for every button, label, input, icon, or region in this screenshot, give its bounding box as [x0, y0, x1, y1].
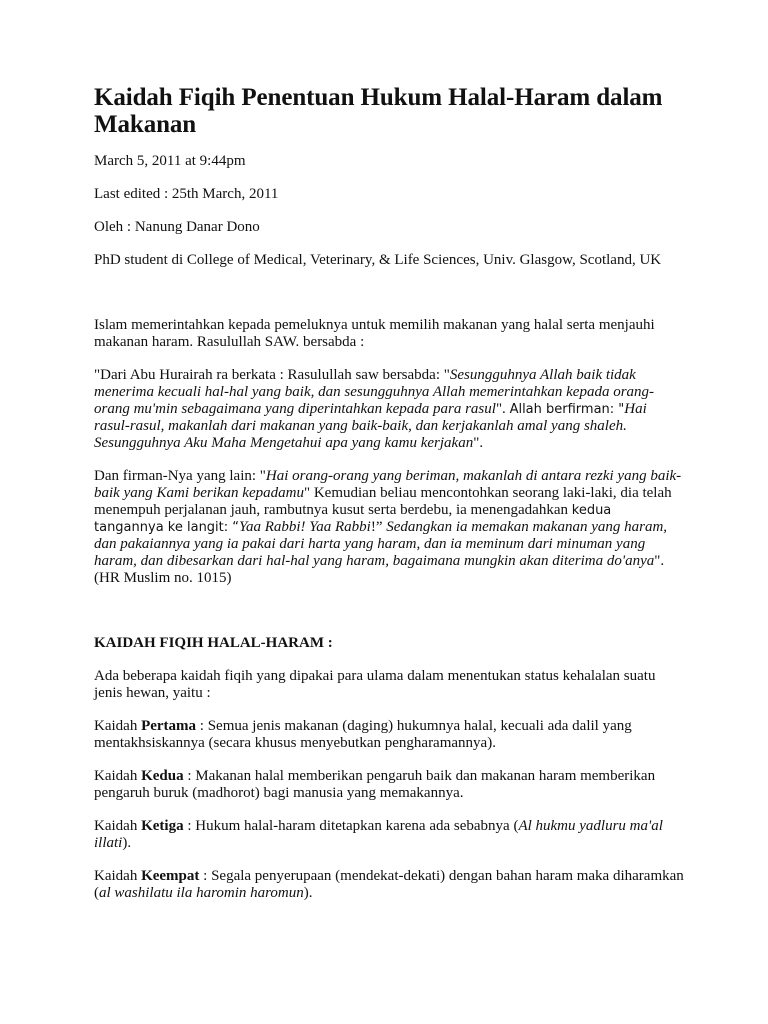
- hadith2-opening: Dan firman-Nya yang lain: ": [94, 468, 266, 484]
- rule-text: : Semua jenis makanan (daging) hukumnya halal, kecuali ada dalil yang mentakhsiskannya (secara khusus menyebutkan pengharamannya).: [94, 718, 632, 751]
- rule-item: [94, 718, 684, 752]
- hadith1-firman: Allah berfirman: ": [509, 402, 625, 417]
- hadith1-end: ".: [473, 435, 484, 451]
- article-meta: [94, 153, 684, 269]
- post-date: March 5, 2011 at 9:44pm: [94, 153, 246, 169]
- rule-prefix: Kaidah: [94, 768, 142, 784]
- rule-text: : Segala penyerupaan (mendekat-dekati) dengan bahan haram maka diharamkan (: [94, 868, 684, 901]
- spacer: [94, 285, 684, 317]
- rule-suffix: ).: [303, 885, 313, 901]
- hadith2-ayat: Hai orang-orang yang beriman, makanlah di antara rezki yang baik-baik yang Kami berikan kepadamu: [94, 468, 682, 501]
- rule-arabic-term: Al hukmu yadluru ma'al illati: [94, 818, 663, 851]
- rule-prefix: Kaidah: [94, 818, 142, 834]
- rule-ordinal: Pertama: [141, 718, 197, 734]
- intro-paragraph: Islam memerintahkan kepada pemeluknya untuk memilih makanan yang halal serta menjauhi makanan haram. Rasulullah SAW. bersabda :: [94, 317, 655, 350]
- rule-text: : Hukum halal-haram ditetapkan karena ada sebabnya (: [183, 818, 519, 834]
- rule-ordinal: Keempat: [141, 868, 200, 884]
- hadith-paragraph-2: [94, 468, 684, 587]
- rule-prefix: Kaidah: [94, 868, 142, 884]
- rule-suffix: ).: [122, 835, 132, 851]
- author-line: Oleh : Nanung Danar Dono: [94, 219, 260, 235]
- hadith1-opening: "Dari Abu Hurairah ra berkata : Rasulullah saw bersabda: ": [94, 367, 450, 383]
- hadith1-close: ".: [495, 401, 510, 417]
- rule-item: [94, 868, 684, 902]
- author-affiliation: PhD student di College of Medical, Veterinary, & Life Sciences, Univ. Glasgow, Scotland, UK: [94, 252, 662, 268]
- rule-ordinal: Kedua: [141, 768, 184, 784]
- hadith2-prayer: Yaa Rabbi! Yaa Rabbi: [239, 519, 371, 535]
- last-edited: Last edited : 25th March, 2011: [94, 186, 279, 202]
- spacer: [94, 603, 684, 635]
- hadith2-haram-text: Sedangkan ia memakan makanan yang haram, dan pakaiannya yang ia pakai dari harta yang haram, dan ia meminum dari minuman yang haram, dan dibesarkan dari hal-hal yang haram, bagaimana mungkin akan diterima do'anya: [94, 519, 668, 569]
- rule-arabic-term: al washilatu ila haromin haromun: [99, 885, 304, 901]
- section-intro: Ada beberapa kaidah fiqih yang dipakai para ulama dalam menentukan status kehalalan suatu jenis hewan, yaitu :: [94, 668, 656, 701]
- document-page: [94, 84, 684, 918]
- hadith2-story: " Kemudian beliau mencontohkan seorang laki-laki, dia telah menempuh perjalanan jauh, rambutnya kusut serta berdebu, ia menengadahkan: [94, 485, 672, 518]
- hadith2-prayer-end: !”: [370, 519, 387, 535]
- article-title: Kaidah Fiqih Penentuan Hukum Halal-Haram dalam Makanan: [94, 84, 663, 138]
- section-heading: KAIDAH FIQIH HALAL-HARAM :: [94, 635, 333, 651]
- rule-item: [94, 768, 684, 802]
- hadith1-ayat: Hai rasul-rasul, makanlah dari makanan yang baik-baik, dan kerjakanlah amal yang shaleh. Sesungguhnya Aku Maha Mengetahui apa yang kamu kerjakan: [94, 401, 647, 451]
- rule-text: : Makanan halal memberikan pengaruh baik dan makanan haram memberikan pengaruh buruk (madhorot) bagi manusia yang memakannya.: [94, 768, 656, 801]
- hadith2-hands: kedua tangannya ke langit: “: [94, 503, 612, 535]
- hadith2-citation: ". (HR Muslim no. 1015): [94, 553, 665, 586]
- hadith1-quote: Sesungguhnya Allah baik tidak menerima kecuali hal-hal yang baik, dan sesungguhnya Allah memerintahkan kepada orang-orang mu'min sebagaimana yang diperintahkan kepada para rasul: [94, 367, 655, 417]
- rule-item: [94, 818, 684, 852]
- hadith-paragraph-1: [94, 367, 684, 452]
- rule-prefix: Kaidah: [94, 718, 142, 734]
- rule-ordinal: Ketiga: [141, 818, 184, 834]
